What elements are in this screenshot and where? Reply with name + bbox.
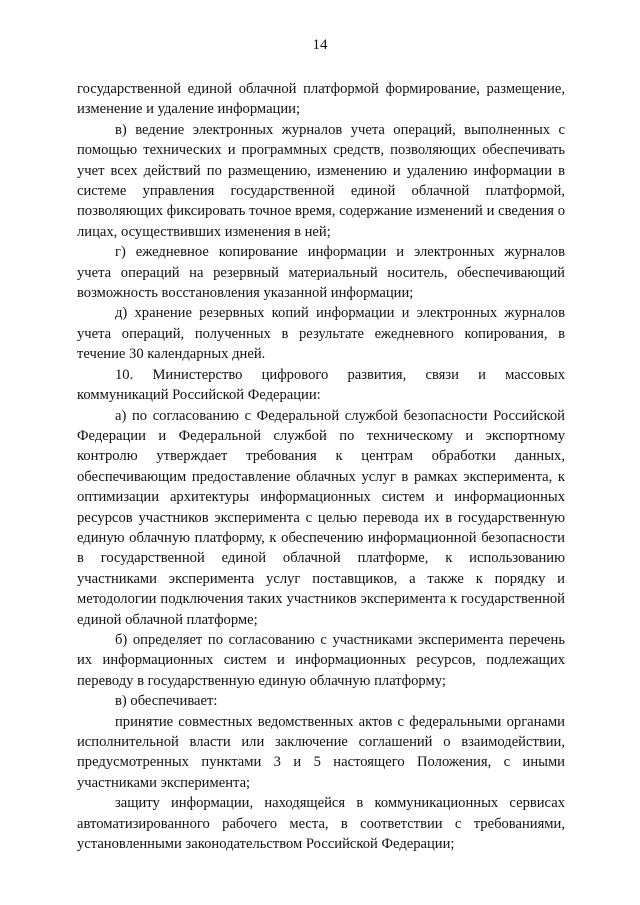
paragraph-item-a-requirements: а) по согласованию с Федеральной службой безопасности Российской Федерации и Федеральной службой по техническому и экспортному контролю утверждает требования к центрам обработки данных, обеспечивающим предоставление облачных услуг в рамках эксперимента, к оптимизации архитектуры информационных систем и информационных ресурсов участников эксперимента с целью перевода их в государственную единую облачную платформу, к обеспечению информационной безопасности в государственной единой облачной платформе, к использованию участниками эксперимента услуг поставщиков, а также к порядку и методологии подключения таких участников эксперимента к государственной единой облачной платформе; [77,407,565,628]
paragraph-item-d-storage: д) хранение резервных копий информации и электронных журналов учета операций, полученных в результате ежедневного копирования, в течение 30 календарных дней. [77,305,565,363]
page-number: 14 [312,37,328,53]
paragraph-protection: защиту информации, находящейся в коммуникационных сервисах автоматизированного рабочего места, в соответствии с требованиями, установленными законодательством Российской Федерации; [77,795,565,853]
paragraph-section-10: 10. Министерство цифрового развития, связи и массовых коммуникаций Российской Федерации: [77,366,565,404]
paragraph-item-v-logs: в) ведение электронных журналов учета операций, выполненных с помощью технических и программных средств, позволяющих обеспечивать учет всех действий по размещению, изменению и удалению информации в системе управления государственной единой облачной платформой, позволяющих фиксировать точное время, содержание изменений и сведения о лицах, осуществивших изменения в ней; [77,121,565,240]
paragraph-item-v-provides: в) обеспечивает: [115,693,218,710]
paragraph-item-g-backup: г) ежедневное копирование информации и электронных журналов учета операций на резервный материальный носитель, обеспечивающий возможность восстановления указанной информации; [77,244,565,302]
paragraph-item-b-list: б) определяет по согласованию с участниками эксперимента перечень их информационных систем и информационных ресурсов, подлежащих переводу в государственную единую облачную платформу; [77,631,565,689]
document-body [77,79,565,854]
paragraph-acts: принятие совместных ведомственных актов с федеральными органами исполнительной власти или заключение соглашений о взаимодействии, предусмотренных пунктами 3 и 5 настоящего Положения, с иными участниками эксперимента; [77,713,565,791]
paragraph-continuation: государственной единой облачной платформой формирование, размещение, изменение и удаление информации; [77,81,565,118]
